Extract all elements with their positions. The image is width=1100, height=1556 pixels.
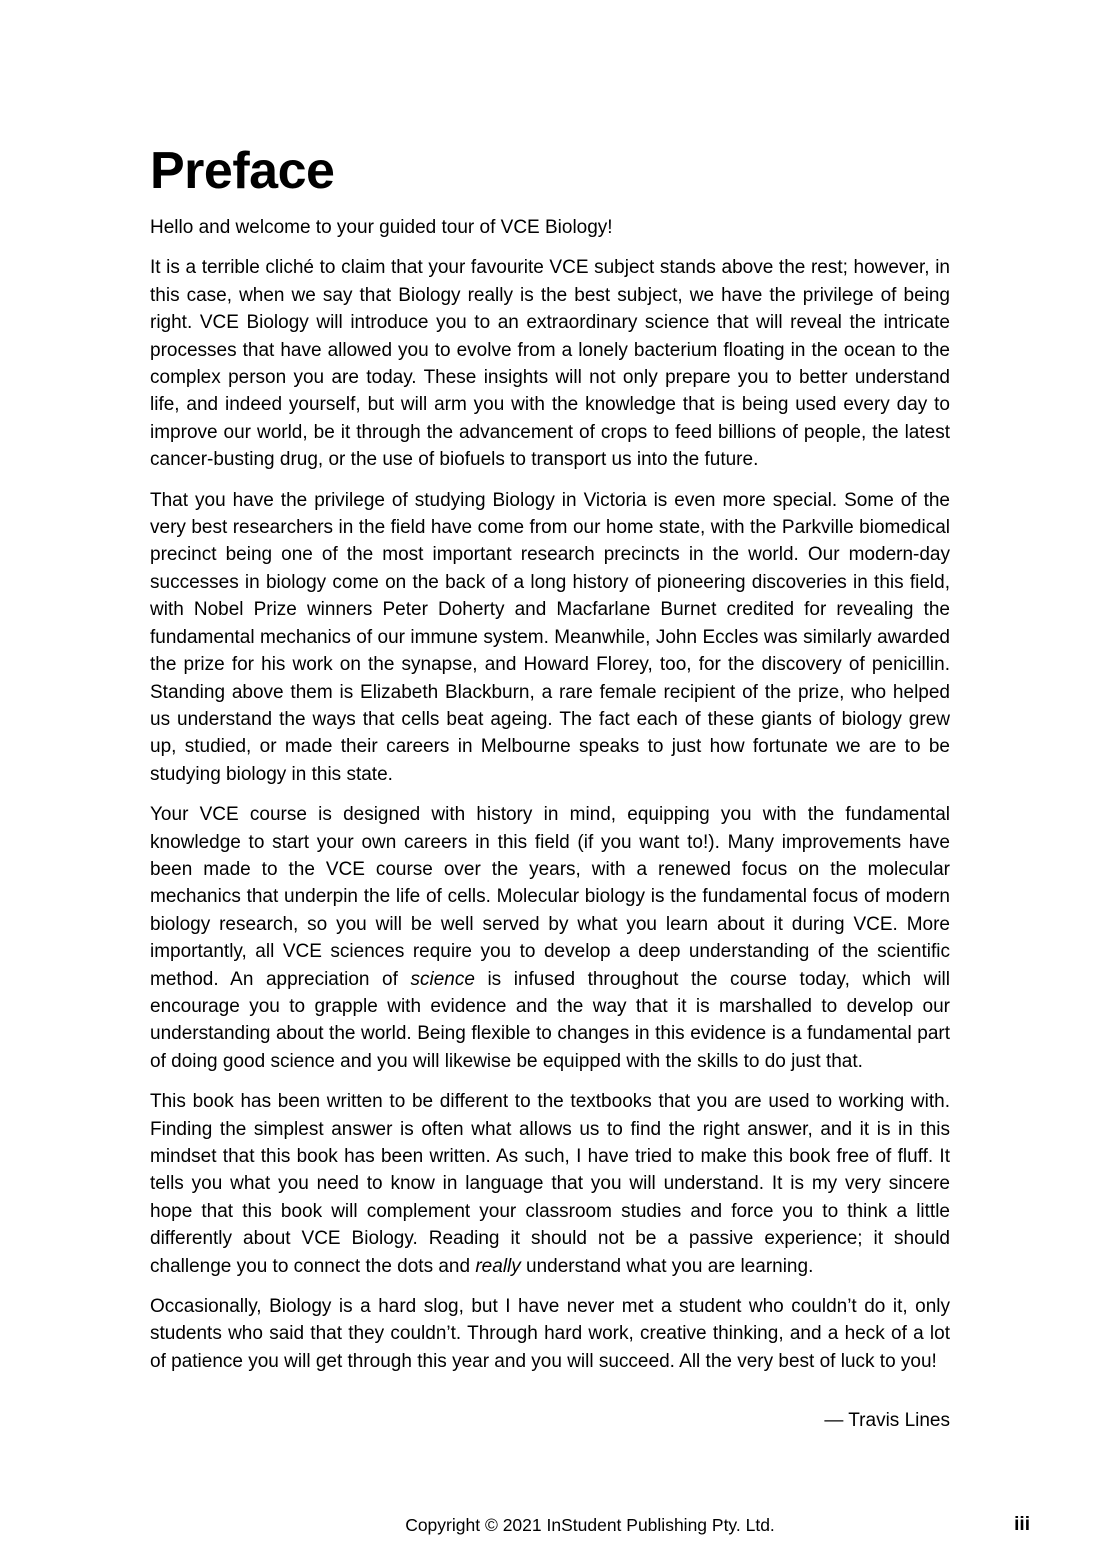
text-run: understand what you are learning. bbox=[520, 1255, 814, 1277]
text-run: It is a terrible cliché to claim that your favourite VCE subject stands above the rest; however, in this case, when we say that Biology really is the best subject, we have the privilege of being right. VCE Biology will introduce you to an extraordinary science that will reveal the intricate processes that have allowed you to evolve from a lonely bacterium floating in the ocean to the complex person you are today. These insights will not only prepare you to better understand life, and indeed yourself, but will arm you with the knowledge that is being used every day to improve our world, be it through the advancement of crops to feed billions of people, the latest cancer-busting drug, or the use of biofuels to transport us into the future. bbox=[150, 257, 950, 471]
page-number: iii bbox=[1014, 1514, 1030, 1535]
text-run: That you have the privilege of studying Biology in Victoria is even more special. Some of the very best researchers in the field have come from our home state, with the Parkville biomedical precinct being one of the most important research precincts in the world. Our modern-day successes in biology come on the back of a long history of pioneering discoveries in this field, with Nobel Prize winners Peter Doherty and Macfarlane Burnet credited for revealing the fundamental mechanics of our immune system. Meanwhile, John Eccles was similarly awarded the prize for his work on the synapse, and Howard Florey, too, for the discovery of penicillin. Standing above them is Elizabeth Blackburn, a rare female recipient of the prize, who helped us understand the ways that cells beat ageing. The fact each of these giants of biology grew up, studied, or made their careers in Melbourne speaks to just how fortunate we are to be studying biology in this state. bbox=[150, 489, 950, 785]
paragraph bbox=[150, 487, 950, 788]
text-run: Your VCE course is designed with history in mind, equipping you with the fundamental knowledge to start your own careers in this field (if you want to!). Many improvements have been made to the VCE course over the years, with a renewed focus on the molecular mechanics that underpin the life of cells. Molecular biology is the fundamental focus of modern biology research, so you will be well served by what you learn about it during VCE. More importantly, all VCE sciences require you to develop a deep understanding of the scientific method. An appreciation of bbox=[150, 804, 950, 990]
text-run: is infused throughout the course today, which will encourage you to grapple with evidence and the way that it is marshalled to develop our understanding about the world. Being flexible to changes in this evidence is a fundamental part of doing good science and you will likewise be equipped with the skills to do just that. bbox=[150, 968, 950, 1072]
paragraph bbox=[150, 801, 950, 1075]
intro-line: Hello and welcome to your guided tour of VCE Biology! bbox=[150, 217, 613, 238]
italic-word: really bbox=[475, 1255, 521, 1277]
text-run: This book has been written to be different to the textbooks that you are used to working with. Finding the simplest answer is often what allows us to find the right answer, and it is in this mindset that this book has been written. As such, I have tried to make this book free of fluff. It tells you what you need to know in language that you will understand. It is my very sincere hope that this book will complement your classroom studies and force you to think a little differently about VCE Biology. Reading it should not be a passive experience; it should challenge you to connect the dots and bbox=[150, 1091, 950, 1277]
paragraph bbox=[150, 1088, 950, 1280]
page-title: Preface bbox=[150, 142, 335, 200]
page-content bbox=[150, 143, 950, 1435]
page-footer bbox=[150, 1514, 1030, 1544]
author-signature: — Travis Lines bbox=[824, 1410, 950, 1432]
copyright-notice: Copyright © 2021 InStudent Publishing Pty. Ltd. bbox=[405, 1515, 775, 1535]
italic-word: science bbox=[410, 968, 475, 990]
paragraph bbox=[150, 254, 950, 473]
paragraph bbox=[150, 1293, 950, 1375]
text-run: Occasionally, Biology is a hard slog, but I have never met a student who couldn’t do it, only students who said that they couldn’t. Through hard work, creative thinking, and a heck of a lot of patience you will get through this year and you will succeed. All the very best of luck to you! bbox=[150, 1296, 950, 1372]
preface-body bbox=[150, 254, 950, 1375]
